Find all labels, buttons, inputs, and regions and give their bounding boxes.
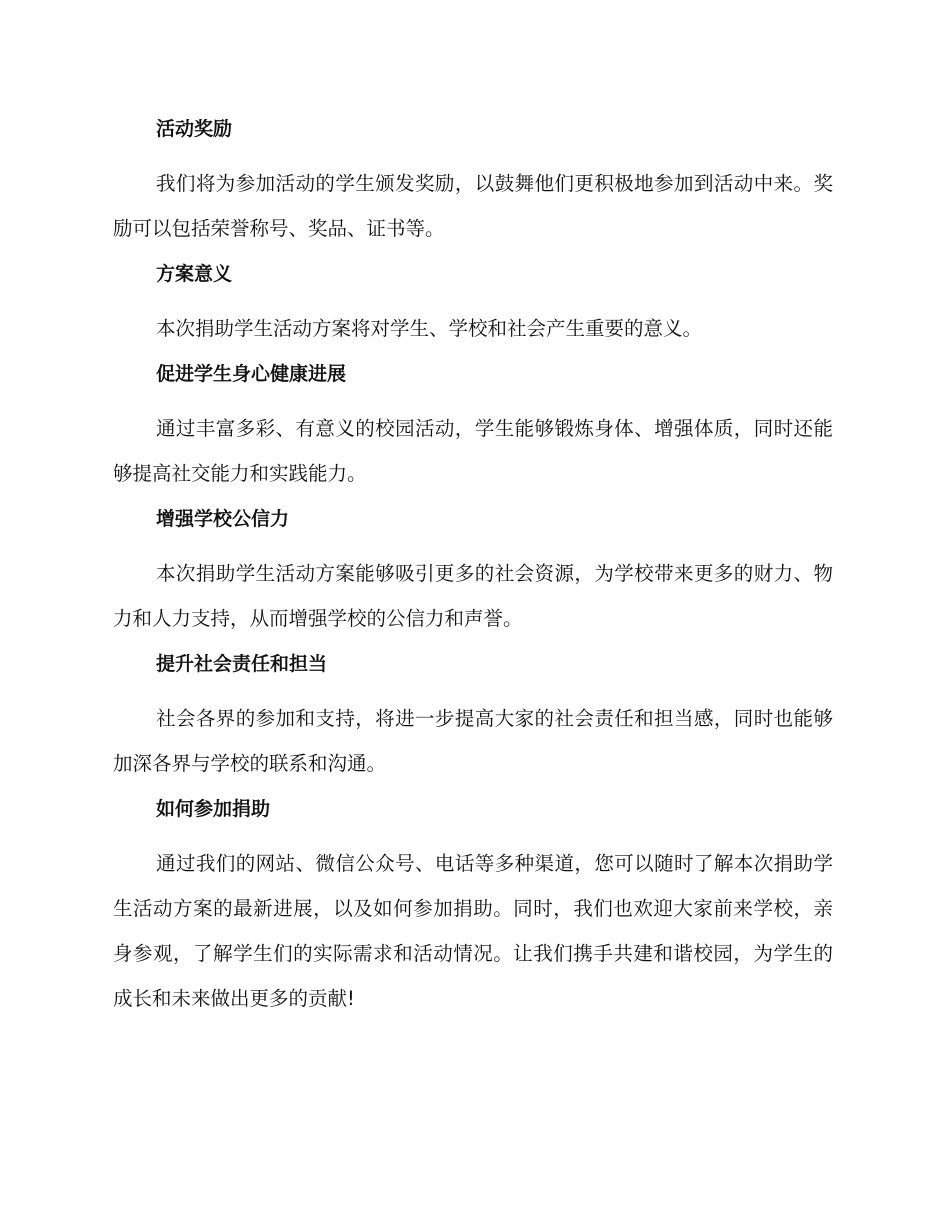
section-heading-significance: 方案意义 <box>156 263 233 285</box>
section-body-participation: 通过我们的网站、微信公众号、电话等多种渠道，您可以随时了解本次捐助学生活动方案的最新进展，以及如何参加捐助。同时，我们也欢迎大家前来学校，亲身参观，了解学生们的实际需求和活动情况。让我们携手共建和谐校园，为学生的成长和未来做出更多的贡献! <box>113 852 833 1010</box>
section-body-rewards: 我们将为参加活动的学生颁发奖励，以鼓舞他们更积极地参加到活动中来。奖励可以包括荣誉称号、奖品、证书等。 <box>113 172 833 240</box>
section-body-responsibility: 社会各界的参加和支持，将进一步提高大家的社会责任和担当感，同时也能够加深各界与学校的联系和沟通。 <box>113 707 833 775</box>
section-heading-credibility: 增强学校公信力 <box>156 508 290 530</box>
document-content <box>113 112 833 1027</box>
section-body-credibility: 本次捐助学生活动方案能够吸引更多的社会资源，为学校带来更多的财力、物力和人力支持，从而增强学校的公信力和声誉。 <box>113 562 833 630</box>
section-heading-health: 促进学生身心健康进展 <box>156 363 347 385</box>
section-body-health: 通过丰富多彩、有意义的校园活动，学生能够锻炼身体、增强体质，同时还能够提高社交能力和实践能力。 <box>113 417 833 485</box>
section-body-significance: 本次捐助学生活动方案将对学生、学校和社会产生重要的意义。 <box>156 317 703 340</box>
section-heading-responsibility: 提升社会责任和担当 <box>156 653 328 675</box>
section-heading-rewards: 活动奖励 <box>156 118 233 140</box>
section-heading-participation: 如何参加捐助 <box>156 798 271 820</box>
